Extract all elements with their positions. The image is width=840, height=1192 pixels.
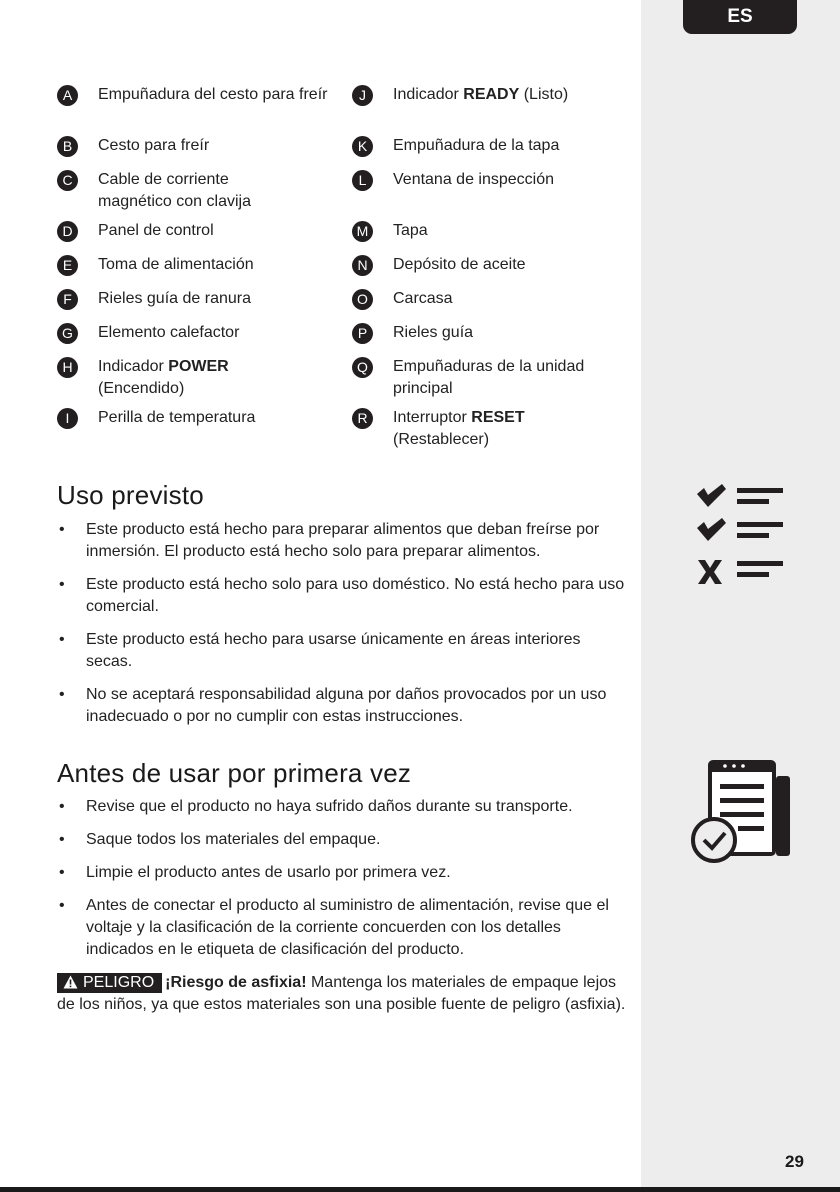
sidebar-panel [641,0,840,1192]
part-letter-icon: I [57,408,78,429]
part-label: Ventana de inspección [393,171,555,188]
section-title-antes: Antes de usar por primera vez [57,758,412,788]
part-item-m [352,220,633,242]
part-letter-icon: F [57,289,78,310]
warning-badge: PELIGRO [57,973,162,993]
part-label: Cable de corriente magnético con clavija [98,171,251,210]
list-item: • Limpie el producto antes de usarlo por primera vez. [59,864,451,881]
part-item-g [57,322,338,344]
part-label: Depósito de aceite [393,256,526,273]
part-item-b [57,135,338,157]
part-letter-icon: E [57,255,78,276]
part-item-f [57,288,338,310]
part-item-k [352,135,633,157]
part-item-e [57,254,338,276]
part-label: Empuñadura del cesto para freír [98,86,328,103]
bottom-rule [0,1187,840,1192]
part-item-d [57,220,338,242]
section-title-uso: Uso previsto [57,480,204,510]
part-letter-icon: L [352,170,373,191]
page-number: 29 [785,1152,804,1171]
part-letter-icon: R [352,408,373,429]
list-item: • Revise que el producto no haya sufrido daños durante su transporte. [59,798,573,815]
part-letter-icon: Q [352,357,373,378]
part-item-o [352,288,633,310]
part-label: Empuñadura de la tapa [393,137,560,154]
part-letter-icon: O [352,289,373,310]
part-item-j [352,84,633,106]
part-letter-icon: G [57,323,78,344]
part-item-p [352,322,633,344]
checklist-icon [695,484,787,588]
part-item-i [57,407,338,429]
part-label: Carcasa [393,290,453,307]
part-label: Panel de control [98,222,214,239]
part-label: Indicador READY (Listo) [393,86,569,103]
part-label: Tapa [393,222,428,239]
part-label: Interruptor RESET (Restablecer) [393,409,525,448]
document-check-icon [690,760,794,864]
part-item-a [57,84,338,106]
part-label: Empuñaduras de la unidad principal [393,358,585,397]
part-item-l [352,169,633,191]
part-letter-icon: C [57,170,78,191]
part-label: Perilla de temperatura [98,409,256,426]
part-letter-icon: K [352,136,373,157]
part-letter-icon: B [57,136,78,157]
uso-list [57,519,627,728]
part-label: Indicador POWER (Encendido) [98,358,229,397]
list-item: • Este producto está hecho solo para uso doméstico. No está hecho para uso comercial. [59,576,625,615]
part-letter-icon: A [57,85,78,106]
part-item-h [57,356,258,400]
list-item: • Saque todos los materiales del empaque. [59,831,381,848]
list-item: • Este producto está hecho para preparar alimentos que deban freírse por inmersión. El producto está hecho solo para preparar alimentos. [59,521,600,560]
part-label: Toma de alimentación [98,256,254,273]
antes-list [57,796,627,961]
part-label: Rieles guía [393,324,474,341]
list-item: • Este producto está hecho para usarse únicamente en áreas interiores secas. [59,631,581,670]
list-item: • No se aceptará responsabilidad alguna por daños provocados por un uso inadecuado o por no cumplir con estas instrucciones. [59,686,607,725]
part-letter-icon: H [57,357,78,378]
part-letter-icon: N [352,255,373,276]
warning-notice: PELIGRO ¡Riesgo de asfixia! Mantenga los materiales de empaque lejos de los niños, ya que estos materiales son una posible fuente de peligro (asfixia). [57,974,626,1013]
list-item: • Antes de conectar el producto al suministro de alimentación, revise que el voltaje y la clasificación de la corriente concuerden con los detalles indicados en le etiqueta de clasificación del producto. [59,897,609,958]
part-label: Elemento calefactor [98,324,240,341]
part-letter-icon: P [352,323,373,344]
part-letter-icon: D [57,221,78,242]
part-item-r [352,407,553,451]
part-item-c [57,169,298,213]
part-letter-icon: J [352,85,373,106]
warning-triangle-icon [63,975,78,989]
part-letter-icon: M [352,221,373,242]
language-tab[interactable]: ES [683,0,797,34]
part-item-n [352,254,633,276]
part-label: Cesto para freír [98,137,210,154]
part-label: Rieles guía de ranura [98,290,251,307]
part-item-q [352,356,623,400]
